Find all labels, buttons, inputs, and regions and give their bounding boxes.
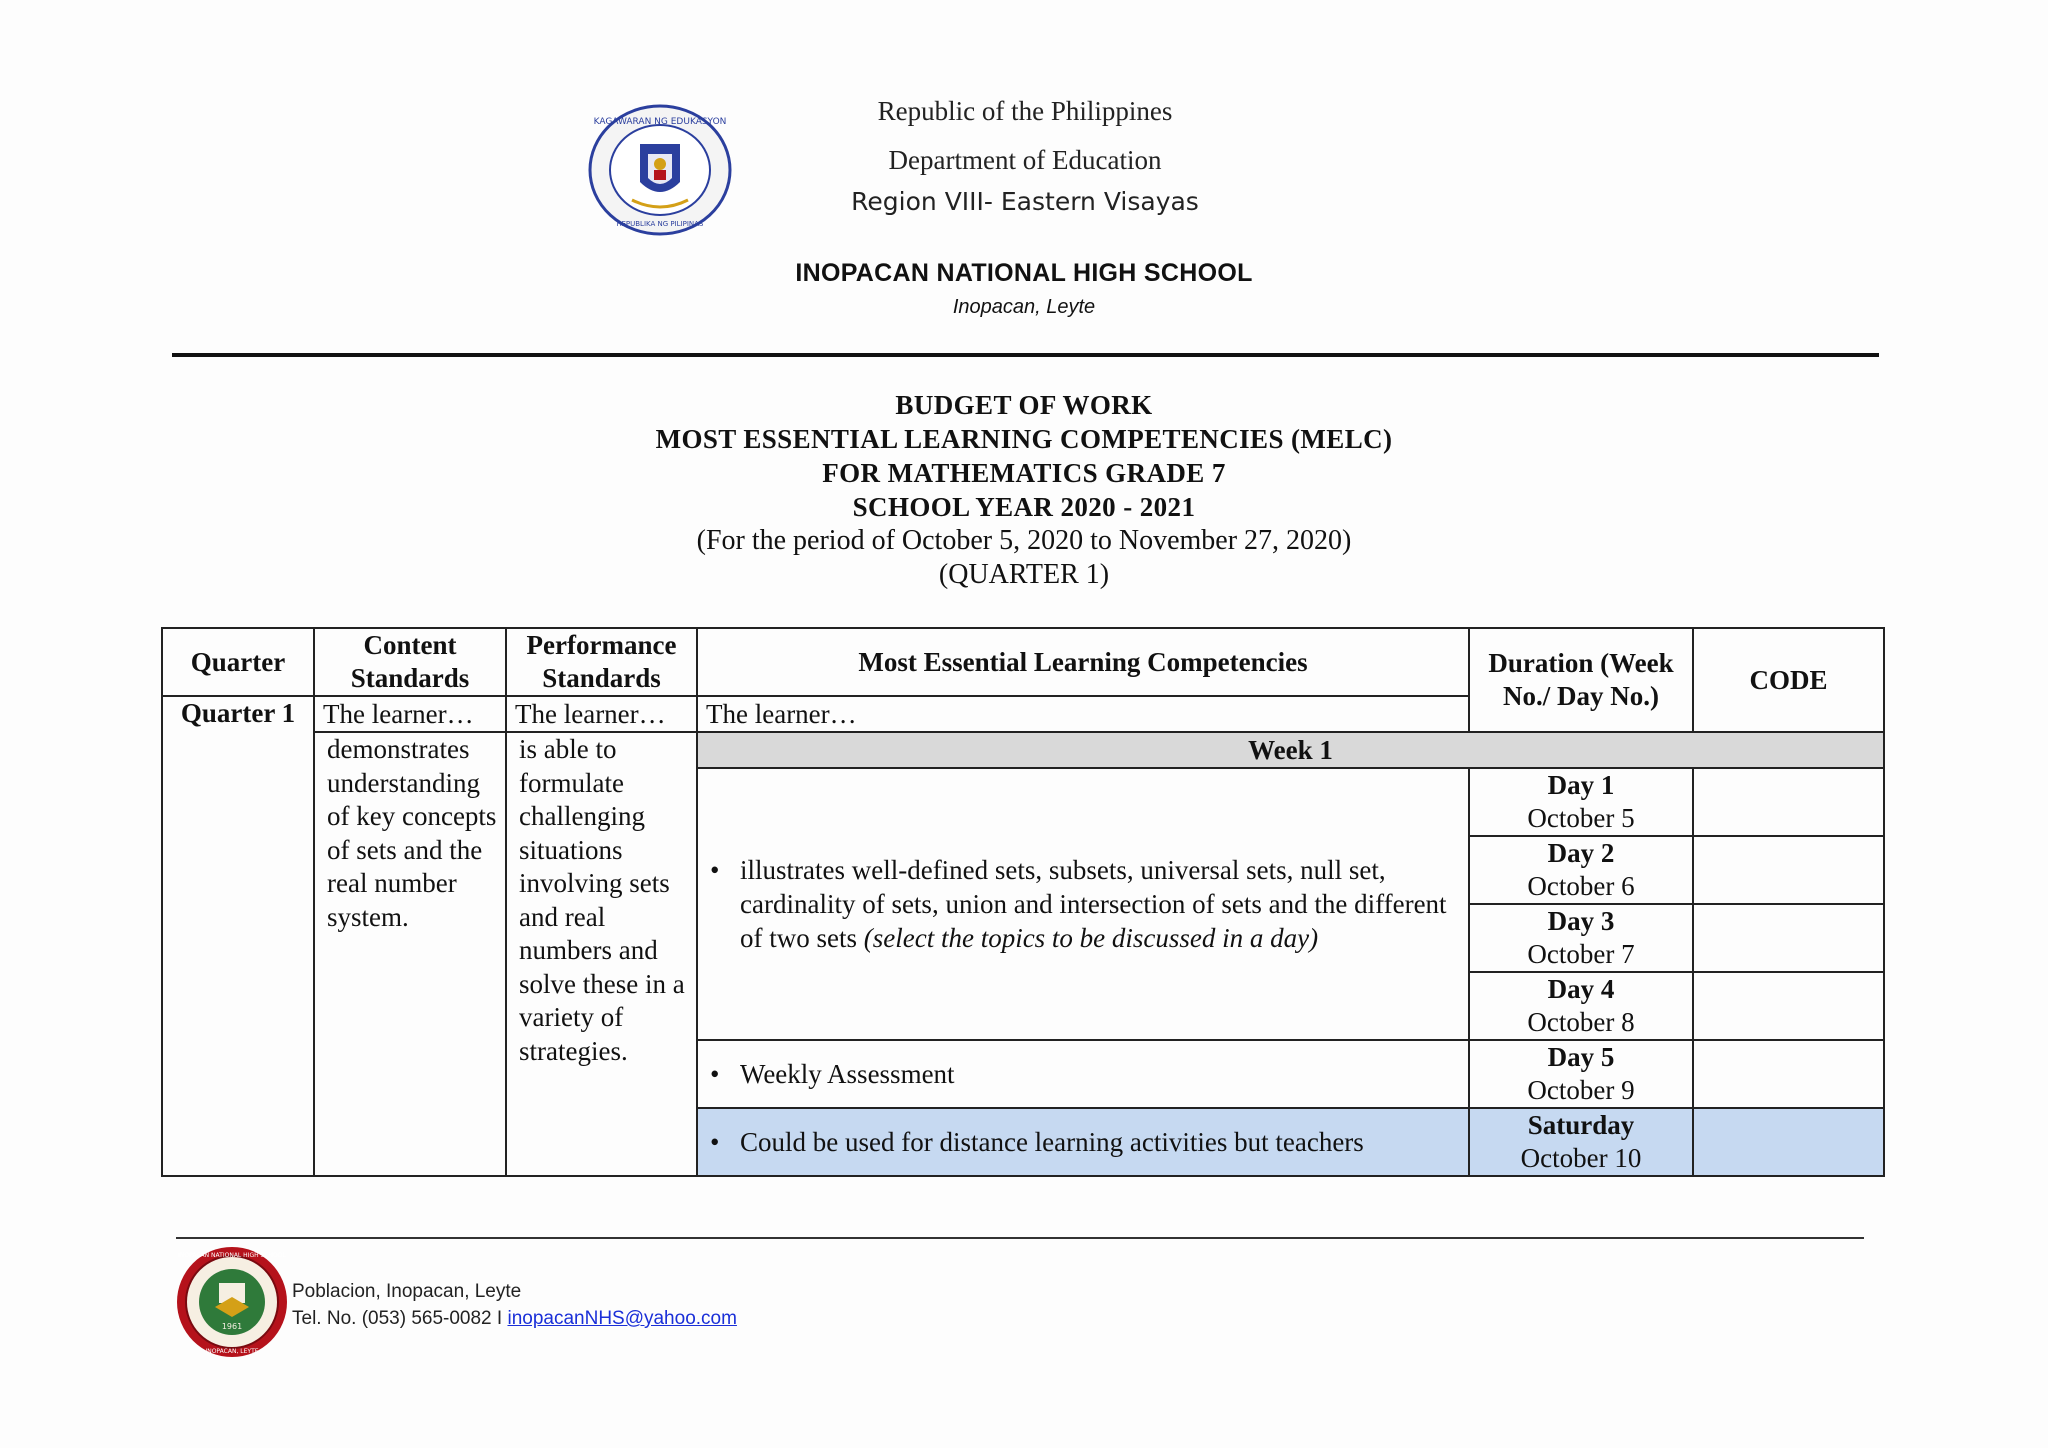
day-label: Day 2 <box>1547 838 1615 868</box>
saturday-list-item <box>710 1125 1460 1159</box>
assessment-list-item <box>710 1057 1460 1091</box>
col-header-quarter: Quarter <box>162 628 314 696</box>
duration-day-5 <box>1469 1040 1693 1108</box>
code-cell <box>1693 768 1884 836</box>
col-header-melc: Most Essential Learning Competencies <box>697 628 1469 696</box>
footer-email-link[interactable]: inopacanNHS@yahoo.com <box>507 1308 737 1329</box>
day-date: October 8 <box>1527 1007 1635 1037</box>
title-subject: FOR MATHEMATICS GRADE 7 <box>822 458 1226 488</box>
col-header-performance-standards: Performance Standards <box>506 628 697 696</box>
competency-note: (select the topics to be discussed in a day) <box>863 923 1319 953</box>
duration-saturday <box>1469 1108 1693 1176</box>
code-cell <box>1693 904 1884 972</box>
document-title-block <box>0 388 2048 592</box>
footer-address: Poblacion, Inopacan, Leyte <box>292 1281 522 1302</box>
footer-contact <box>292 1308 737 1330</box>
quarter-cell: Quarter 1 <box>162 696 314 1176</box>
seal-top-text: KAGAWARAN NG EDUKASYON <box>593 117 727 127</box>
school-address: Inopacan, Leyte <box>952 296 1096 318</box>
code-cell <box>1693 972 1884 1040</box>
saturday-note-cell <box>697 1108 1469 1176</box>
duration-day-2 <box>1469 836 1693 904</box>
title-budget: BUDGET OF WORK <box>895 390 1153 420</box>
deped-seal-icon <box>588 104 732 236</box>
content-standard-text: demonstrates understanding of key concepts of sets and the real number system. <box>314 732 506 1176</box>
saturday-note-text: Could be used for distance learning activities but teachers <box>740 1127 1364 1157</box>
weekly-assessment-cell <box>697 1040 1469 1108</box>
day-date: October 9 <box>1527 1075 1635 1105</box>
duration-day-1 <box>1469 768 1693 836</box>
day-label: Day 5 <box>1547 1042 1615 1072</box>
code-cell <box>1693 1108 1884 1176</box>
competency-main: illustrates well-defined sets, subsets, universal sets, null set, cardinality of sets, union and intersection of sets and the different of two sets <box>740 855 1447 953</box>
day-label: Day 3 <box>1547 906 1615 936</box>
header-department: Department of Education <box>888 145 1162 175</box>
header-divider <box>172 353 1879 357</box>
header-republic: Republic of the Philippines <box>877 96 1173 126</box>
bullet: • <box>710 1059 720 1089</box>
day-label: Day 1 <box>1547 770 1615 800</box>
col-header-code: CODE <box>1693 628 1884 732</box>
day-date: October 10 <box>1520 1143 1642 1173</box>
title-quarter: (QUARTER 1) <box>938 559 1110 590</box>
title-melc: MOST ESSENTIAL LEARNING COMPETENCIES (MELC) <box>655 424 1393 454</box>
budget-of-work-table <box>161 627 1885 1177</box>
bullet: • <box>710 1127 720 1157</box>
school-seal-icon <box>175 1245 289 1359</box>
school-name: INOPACAN NATIONAL HIGH SCHOOL <box>795 259 1253 287</box>
header-region: Region VIII- Eastern Visayas <box>851 187 1199 216</box>
competency-cell <box>697 768 1469 1040</box>
title-period: (For the period of October 5, 2020 to November 27, 2020) <box>696 525 1352 556</box>
school-seal-bottom-text: INOPACAN, LEYTE <box>205 1348 259 1355</box>
day-date: October 7 <box>1527 939 1635 969</box>
performance-learner-intro: The learner… <box>506 696 697 732</box>
footer-tel: Tel. No. (053) 565-0082 I <box>292 1308 508 1329</box>
competency-list-item <box>710 853 1460 955</box>
school-seal-year: 1961 <box>221 1322 243 1331</box>
code-cell <box>1693 1040 1884 1108</box>
competency-text <box>740 853 1460 955</box>
weekly-assessment-text: Weekly Assessment <box>740 1059 955 1089</box>
performance-standard-text: is able to formulate challenging situations involving sets and real numbers and solve these in a variety of strategies. <box>506 732 697 1176</box>
day-date: October 6 <box>1527 871 1635 901</box>
footer-divider <box>176 1237 1864 1239</box>
day-label: Saturday <box>1527 1110 1635 1140</box>
school-seal-ring-text: INOPACAN NATIONAL HIGH SCHOOL <box>178 1252 286 1259</box>
day-date: October 5 <box>1527 803 1635 833</box>
col-header-content-standards: Content Standards <box>314 628 506 696</box>
seal-bottom-text: REPUBLIKA NG PILIPINAS <box>616 220 704 228</box>
duration-day-4 <box>1469 972 1693 1040</box>
duration-day-3 <box>1469 904 1693 972</box>
week-1-row: Week 1 <box>697 732 1884 768</box>
title-school-year: SCHOOL YEAR 2020 - 2021 <box>852 492 1196 522</box>
content-learner-intro: The learner… <box>314 696 506 732</box>
code-cell <box>1693 836 1884 904</box>
melc-learner-intro: The learner… <box>697 696 1469 732</box>
bullet: • <box>710 855 720 885</box>
col-header-duration: Duration (Week No./ Day No.) <box>1469 628 1693 732</box>
day-label: Day 4 <box>1547 974 1615 1004</box>
